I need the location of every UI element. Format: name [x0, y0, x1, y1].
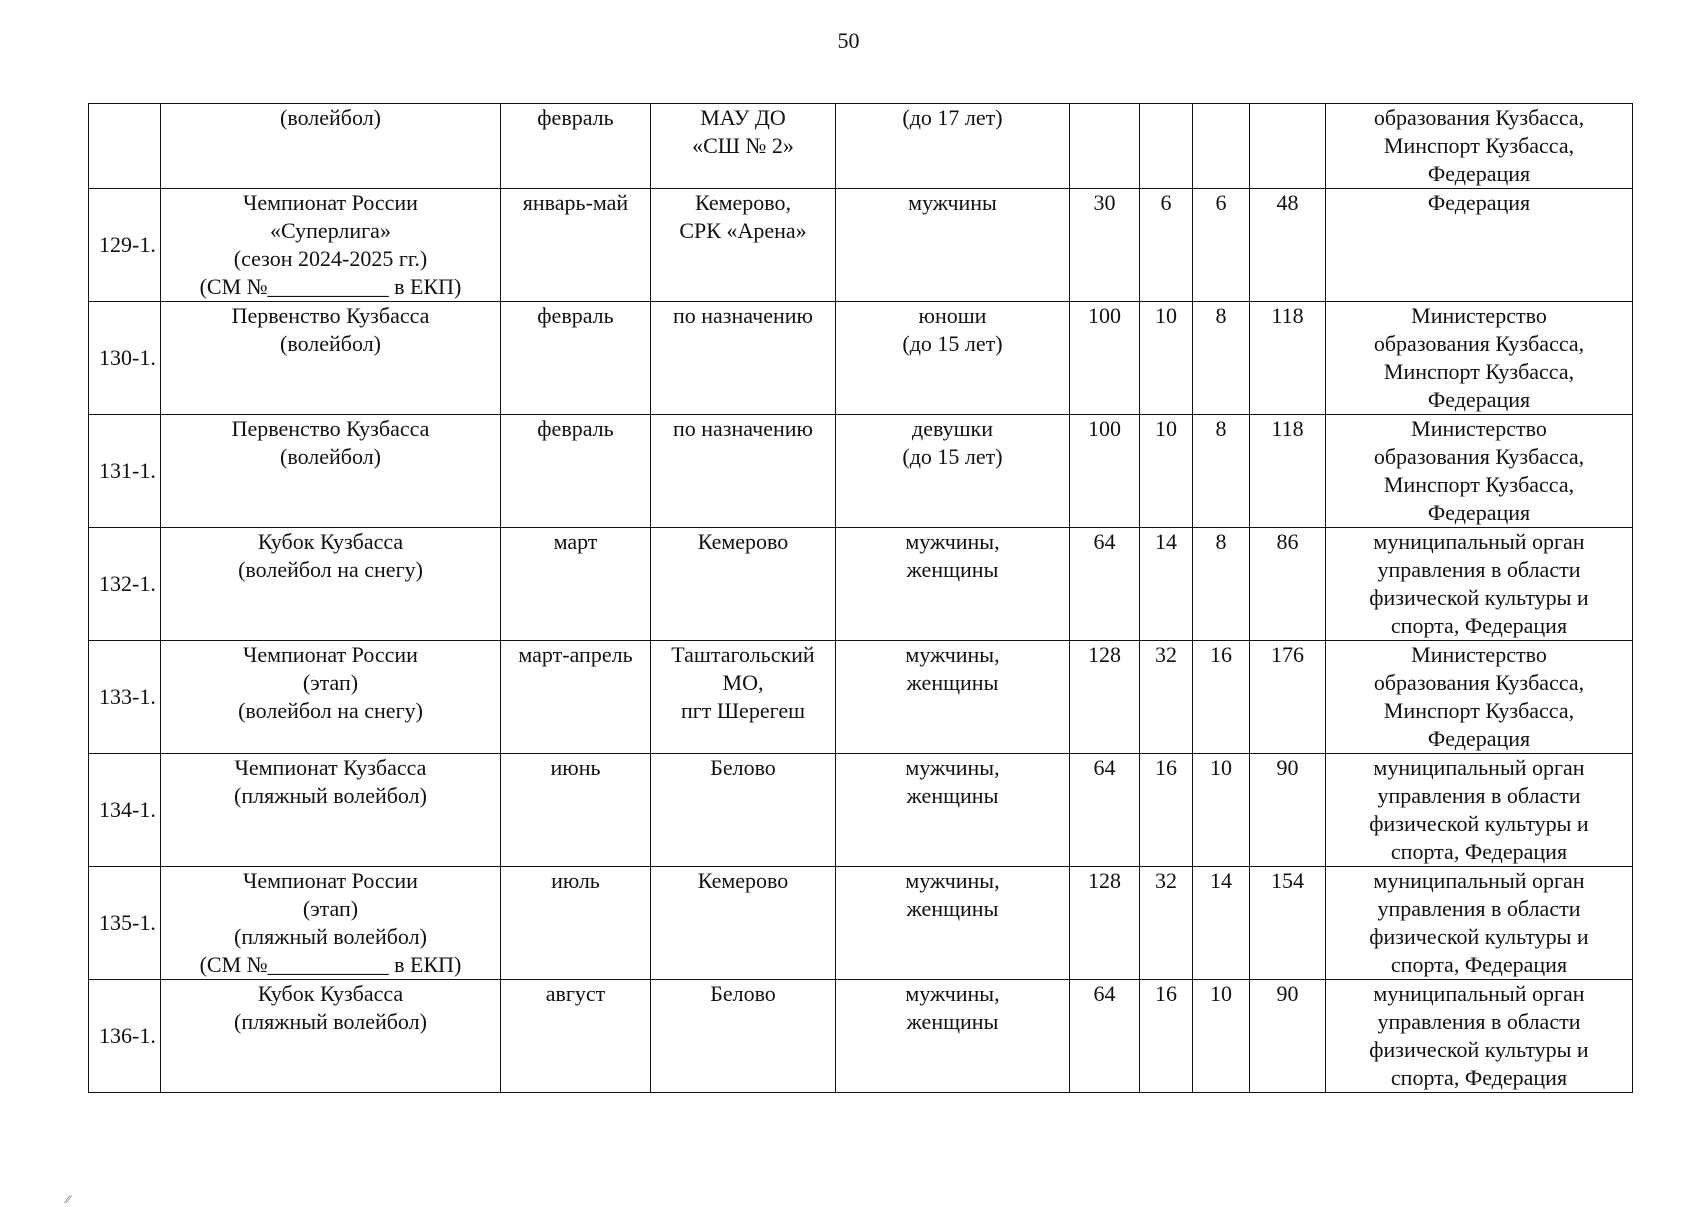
participants-line: (до 15 лет) [902, 444, 1003, 469]
event-line: (пляжный волейбол) [234, 783, 427, 808]
place-line: Белово [710, 981, 776, 1006]
count-cell-1: 64 [1070, 754, 1140, 867]
participants-line: мужчины, [905, 529, 1000, 554]
row-number-cell: 131-1. [89, 415, 161, 528]
participants-line: юноши [918, 303, 987, 328]
dates-cell [501, 754, 651, 867]
table-row [89, 302, 1633, 415]
participants-line: (до 15 лет) [902, 331, 1003, 356]
place-line: Таштагольский [671, 642, 815, 667]
table-row [89, 867, 1633, 980]
event-line: (волейбол) [280, 331, 381, 356]
count-cell-1: 30 [1070, 189, 1140, 302]
table-row [89, 415, 1633, 528]
place-line: Кемерово, [694, 190, 792, 215]
event-line: (пляжный волейбол) [234, 924, 427, 949]
organizer-line: управления в области [1377, 896, 1581, 921]
place-cell [651, 641, 836, 754]
organizer-line: образования Кузбасса, [1373, 670, 1585, 695]
organizer-cell [1326, 302, 1633, 415]
table-row [89, 189, 1633, 302]
event-line: (этап) [302, 896, 359, 921]
count-cell-4: 90 [1250, 754, 1326, 867]
event-line: (волейбол) [280, 105, 381, 130]
organizer-line: образования Кузбасса, [1373, 331, 1585, 356]
participants-cell [836, 104, 1070, 189]
row-number-cell: 135-1. [89, 867, 161, 980]
organizer-line: управления в области [1377, 1009, 1581, 1034]
participants-line: мужчины, [905, 642, 1000, 667]
place-cell [651, 415, 836, 528]
dates-cell [501, 867, 651, 980]
row-number-cell: 136-1. [89, 980, 161, 1093]
participants-cell [836, 302, 1070, 415]
organizer-line: Федерация [1427, 500, 1531, 525]
event-line: Первенство Кузбасса [231, 416, 430, 441]
organizer-line: управления в области [1377, 557, 1581, 582]
event-cell [161, 302, 501, 415]
event-line: (СМ №___________ в ЕКП) [199, 274, 462, 299]
place-line: СРК «Арена» [679, 218, 807, 243]
organizer-cell [1326, 980, 1633, 1093]
event-cell [161, 980, 501, 1093]
participants-cell [836, 867, 1070, 980]
place-cell [651, 980, 836, 1093]
organizer-line: Федерация [1427, 161, 1531, 186]
dates-line: июль [551, 868, 600, 893]
participants-line: девушки [912, 416, 993, 441]
organizer-cell [1326, 528, 1633, 641]
organizer-line: Минспорт Кузбасса, [1383, 472, 1575, 497]
organizer-line: Минспорт Кузбасса, [1383, 133, 1575, 158]
dates-line: март [553, 529, 598, 554]
event-line: «Суперлига» [270, 218, 391, 243]
place-line: МАУ ДО [700, 105, 786, 130]
count-cell-2: 32 [1140, 867, 1193, 980]
organizer-line: спорта, Федерация [1390, 952, 1568, 977]
event-line: Чемпионат России [243, 642, 418, 667]
place-cell [651, 528, 836, 641]
participants-cell [836, 189, 1070, 302]
place-line: по назначению [673, 416, 813, 441]
organizer-line: спорта, Федерация [1390, 1065, 1568, 1090]
organizer-line: спорта, Федерация [1390, 839, 1568, 864]
organizer-line: Федерация [1427, 726, 1531, 751]
count-cell-1: 128 [1070, 867, 1140, 980]
scan-mark: ⁄⁄ [66, 1192, 71, 1206]
place-cell [651, 104, 836, 189]
participants-line: мужчины, [905, 981, 1000, 1006]
table-row [89, 754, 1633, 867]
event-line: Кубок Кузбасса [257, 981, 404, 1006]
dates-cell [501, 528, 651, 641]
count-cell-1: 100 [1070, 302, 1140, 415]
organizer-line: Федерация [1427, 190, 1531, 215]
organizer-line: физической культуры и [1369, 811, 1589, 836]
dates-cell [501, 980, 651, 1093]
count-cell-4: 118 [1250, 302, 1326, 415]
count-cell-3: 8 [1193, 528, 1250, 641]
table-row [89, 980, 1633, 1093]
organizer-line: спорта, Федерация [1390, 613, 1568, 638]
count-cell-2: 6 [1140, 189, 1193, 302]
dates-cell [501, 302, 651, 415]
event-line: Первенство Кузбасса [231, 303, 430, 328]
participants-line: женщины [906, 1009, 999, 1034]
organizer-line: муниципальный орган [1373, 755, 1585, 780]
count-cell-4: 154 [1250, 867, 1326, 980]
dates-cell [501, 189, 651, 302]
count-cell-3: 8 [1193, 302, 1250, 415]
count-cell-1: 64 [1070, 528, 1140, 641]
count-cell-3 [1193, 104, 1250, 189]
organizer-line: Министерство [1411, 303, 1547, 328]
dates-line: август [545, 981, 606, 1006]
organizer-line: Министерство [1411, 642, 1547, 667]
event-cell [161, 754, 501, 867]
event-cell [161, 641, 501, 754]
count-cell-3: 10 [1193, 980, 1250, 1093]
dates-cell [501, 104, 651, 189]
participants-line: мужчины, [905, 755, 1000, 780]
count-cell-2: 16 [1140, 980, 1193, 1093]
event-line: Чемпионат Кузбасса [234, 755, 427, 780]
count-cell-1 [1070, 104, 1140, 189]
count-cell-4: 90 [1250, 980, 1326, 1093]
table-row [89, 528, 1633, 641]
organizer-cell [1326, 189, 1633, 302]
count-cell-4 [1250, 104, 1326, 189]
organizer-cell [1326, 415, 1633, 528]
place-cell [651, 867, 836, 980]
event-cell [161, 189, 501, 302]
row-number-cell: 134-1. [89, 754, 161, 867]
count-cell-2: 16 [1140, 754, 1193, 867]
event-line: Чемпионат России [243, 868, 418, 893]
row-number-cell: 130-1. [89, 302, 161, 415]
participants-line: женщины [906, 896, 999, 921]
dates-cell [501, 641, 651, 754]
place-line: Кемерово [697, 529, 789, 554]
participants-line: женщины [906, 670, 999, 695]
participants-cell [836, 641, 1070, 754]
dates-line: февраль [537, 105, 614, 130]
page-number: 50 [837, 28, 860, 53]
organizer-line: физической культуры и [1369, 1037, 1589, 1062]
table-row [89, 104, 1633, 189]
row-number-cell: 129-1. [89, 189, 161, 302]
organizer-line: физической культуры и [1369, 585, 1589, 610]
count-cell-4: 48 [1250, 189, 1326, 302]
event-line: (СМ №___________ в ЕКП) [199, 952, 462, 977]
organizer-line: образования Кузбасса, [1373, 105, 1585, 130]
count-cell-1: 128 [1070, 641, 1140, 754]
event-line: (волейбол на снегу) [238, 557, 423, 582]
count-cell-2: 10 [1140, 415, 1193, 528]
participants-line: женщины [906, 783, 999, 808]
participants-line: мужчины [908, 190, 997, 215]
organizer-cell [1326, 867, 1633, 980]
event-line: (волейбол) [280, 444, 381, 469]
row-number-cell: 132-1. [89, 528, 161, 641]
event-line: (сезон 2024-2025 гг.) [233, 246, 428, 271]
event-cell [161, 415, 501, 528]
count-cell-4: 176 [1250, 641, 1326, 754]
participants-line: (до 17 лет) [902, 105, 1003, 130]
dates-line: июнь [550, 755, 601, 780]
row-number-cell: 133-1. [89, 641, 161, 754]
place-cell [651, 189, 836, 302]
event-line: (волейбол на снегу) [238, 698, 423, 723]
organizer-line: Минспорт Кузбасса, [1383, 359, 1575, 384]
participants-cell [836, 980, 1070, 1093]
event-cell [161, 867, 501, 980]
event-line: Кубок Кузбасса [257, 529, 404, 554]
place-cell [651, 754, 836, 867]
participants-cell [836, 415, 1070, 528]
participants-cell [836, 528, 1070, 641]
count-cell-2: 32 [1140, 641, 1193, 754]
place-line: МО, [722, 670, 764, 695]
place-line: пгт Шерегеш [680, 698, 806, 723]
place-line: Кемерово [697, 868, 789, 893]
count-cell-1: 64 [1070, 980, 1140, 1093]
count-cell-1: 100 [1070, 415, 1140, 528]
count-cell-3: 16 [1193, 641, 1250, 754]
count-cell-2: 10 [1140, 302, 1193, 415]
row-number-cell [89, 104, 161, 189]
organizer-line: Федерация [1427, 387, 1531, 412]
organizer-line: муниципальный орган [1373, 868, 1585, 893]
dates-line: февраль [537, 416, 614, 441]
count-cell-4: 86 [1250, 528, 1326, 641]
count-cell-2 [1140, 104, 1193, 189]
place-line: Белово [710, 755, 776, 780]
table-row [89, 641, 1633, 754]
count-cell-3: 14 [1193, 867, 1250, 980]
organizer-line: управления в области [1377, 783, 1581, 808]
event-line: (пляжный волейбол) [234, 1009, 427, 1034]
event-line: Чемпионат России [243, 190, 418, 215]
count-cell-4: 118 [1250, 415, 1326, 528]
count-cell-3: 6 [1193, 189, 1250, 302]
organizer-line: Минспорт Кузбасса, [1383, 698, 1575, 723]
organizer-cell [1326, 104, 1633, 189]
count-cell-2: 14 [1140, 528, 1193, 641]
organizer-line: муниципальный орган [1373, 529, 1585, 554]
participants-line: женщины [906, 557, 999, 582]
organizer-line: Министерство [1411, 416, 1547, 441]
count-cell-3: 10 [1193, 754, 1250, 867]
dates-cell [501, 415, 651, 528]
dates-line: февраль [537, 303, 614, 328]
table-body [89, 104, 1633, 1093]
place-line: «СШ № 2» [692, 133, 794, 158]
participants-line: мужчины, [905, 868, 1000, 893]
event-line: (этап) [302, 670, 359, 695]
dates-line: январь-май [522, 190, 629, 215]
place-cell [651, 302, 836, 415]
count-cell-3: 8 [1193, 415, 1250, 528]
participants-cell [836, 754, 1070, 867]
events-table [88, 103, 1633, 1093]
organizer-cell [1326, 641, 1633, 754]
event-cell [161, 528, 501, 641]
organizer-line: образования Кузбасса, [1373, 444, 1585, 469]
organizer-line: муниципальный орган [1373, 981, 1585, 1006]
dates-line: март-апрель [518, 642, 633, 667]
organizer-cell [1326, 754, 1633, 867]
organizer-line: физической культуры и [1369, 924, 1589, 949]
place-line: по назначению [673, 303, 813, 328]
event-cell [161, 104, 501, 189]
